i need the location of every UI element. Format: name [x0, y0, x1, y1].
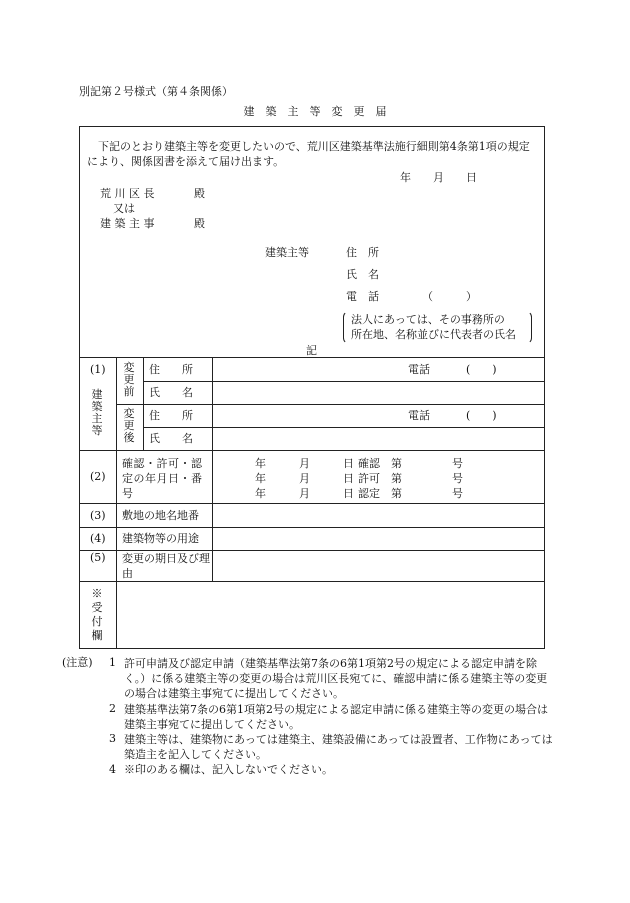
row2-number: (2)	[90, 470, 106, 483]
note2-text: 建築基準法第7条の6第1項第2号の規定による認定申請に係る建築主等の変更の場合は建築主事宛てに提出してください。	[124, 703, 548, 731]
row5-field[interactable]	[214, 552, 543, 580]
reception-label: ※受付欄	[91, 587, 103, 642]
applicant-label: 建築主等	[265, 246, 309, 259]
note4-text: ※印のある欄は、記入しないでください。	[124, 763, 333, 776]
row2-date-1[interactable]: 年 月 日	[255, 457, 354, 470]
row2-go-1: 号	[452, 457, 463, 470]
row4-field[interactable]	[214, 529, 543, 549]
after-address-label: 住 所	[149, 409, 193, 422]
before-address-field[interactable]	[214, 359, 394, 380]
intro-text: 下記のとおり建築主等を変更したいので、荒川区建築基準法施行細則第4条第1項の規定により、関係図書を添えて届け出ます。	[87, 140, 530, 168]
before-phone-paren: ( )	[466, 363, 497, 376]
row4-label: 建築物等の用途	[122, 532, 199, 545]
after-label: 変更後	[123, 407, 135, 444]
after-address-field[interactable]	[214, 406, 394, 426]
applicant-note-line1: 法人にあっては、その事務所の	[351, 313, 505, 326]
note3-text: 建築主等は、建築物にあっては建築主、建築設備にあっては設置者、工作物にあっては築造主を記入してください。	[124, 733, 553, 761]
date-line: 年 月 日	[400, 171, 477, 184]
row3-label: 敷地の地名地番	[122, 509, 199, 522]
note4-number: 4	[109, 763, 116, 776]
after-phone-paren: ( )	[466, 409, 497, 422]
after-name-field[interactable]	[214, 429, 543, 449]
after-phone-label: 電話	[408, 409, 430, 422]
before-name-label: 氏 名	[149, 386, 193, 399]
row3-number: (3)	[90, 509, 106, 522]
note3-number: 3	[109, 732, 116, 745]
before-label: 変更前	[123, 361, 135, 398]
row4-number: (4)	[90, 532, 106, 545]
row2-kakunin[interactable]: 確認 第	[358, 457, 402, 470]
row2-go-2: 号	[452, 472, 463, 485]
row2-date-3[interactable]: 年 月 日	[255, 487, 354, 500]
form-number: 別記第２号様式（第４条関係）	[79, 85, 233, 98]
form-title: 建 築 主 等 変 更 届	[243, 105, 387, 118]
note2-number: 2	[109, 702, 116, 715]
applicant-phone-label[interactable]: 電 話	[346, 290, 379, 303]
row2-date-2[interactable]: 年 月 日	[255, 472, 354, 485]
applicant-name-label[interactable]: 氏 名	[346, 268, 379, 281]
addressee-mayor: 荒 川 区 長	[100, 187, 155, 200]
honorific-1: 殿	[194, 187, 205, 200]
addressee-official: 建 築 主 事	[100, 217, 155, 230]
before-address-label: 住 所	[149, 363, 193, 376]
row2-label: 確認・許可・認定の年月日・番号	[122, 457, 203, 500]
row1-number: (1)	[90, 363, 106, 376]
addressee-or: 又は	[113, 202, 135, 215]
row1-label: 建築主等	[91, 388, 103, 437]
notes-label: (注意)	[62, 656, 93, 669]
after-name-label: 氏 名	[149, 432, 193, 445]
note1-text: 許可申請及び認定申請（建築基準法第7条の6第1項第2号の規定による認定申請を除く。）に係る建築主等の変更の場合は荒川区長宛てに、確認申請に係る建築主等の変更の場合は建築主事宛てに提出してください。	[124, 657, 548, 700]
ki-label: 記	[306, 344, 317, 357]
row3-field[interactable]	[214, 505, 543, 526]
row5-number: (5)	[90, 551, 106, 564]
applicant-address-label[interactable]: 住 所	[346, 246, 379, 259]
before-name-field[interactable]	[214, 383, 543, 403]
row2-go-3: 号	[452, 487, 463, 500]
note1-number: 1	[109, 656, 116, 669]
applicant-note-line2: 所在地、名称並びに代表者の氏名	[351, 328, 516, 341]
reception-field	[118, 583, 543, 647]
row2-nintei[interactable]: 認定 第	[358, 487, 402, 500]
applicant-phone-paren: （ ）	[422, 290, 477, 303]
row5-label: 変更の期日及び理由	[122, 552, 210, 580]
honorific-2: 殿	[194, 217, 205, 230]
before-phone-label: 電話	[408, 363, 430, 376]
row2-kyoka[interactable]: 許可 第	[358, 472, 402, 485]
